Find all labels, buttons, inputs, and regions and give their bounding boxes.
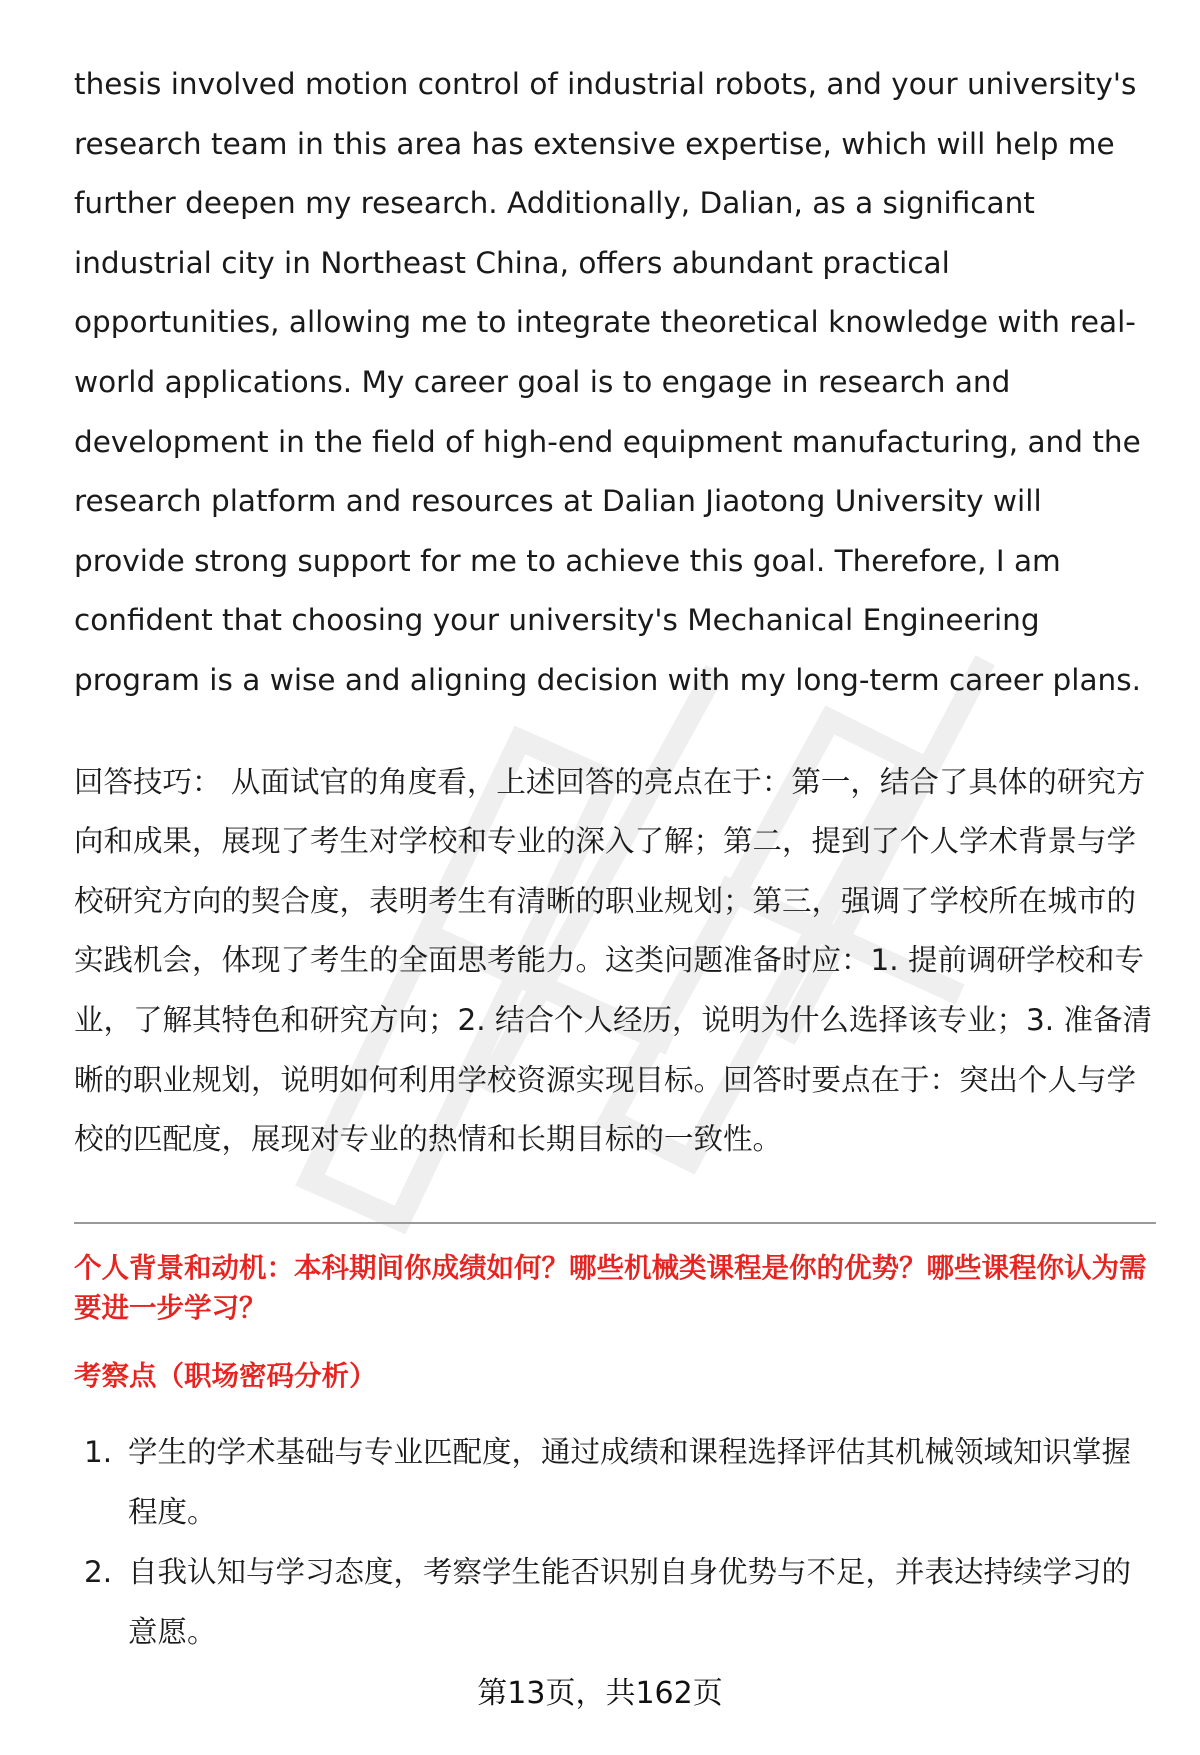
list-number: 2. [84, 1554, 113, 1589]
analysis-point [74, 1422, 1156, 1542]
list-number: 1. [84, 1434, 113, 1469]
answer-tips-paragraph: 回答技巧： 从面试官的角度看，上述回答的亮点在于：第一，结合了具体的研究方向和成果，展现了考生对学校和专业的深入了解；第二，提到了个人学术背景与学校研究方向的契合度，表明考生有清晰的职业规划；第三，强调了学校所在城市的实践机会，体现了考生的全面思考能力。这类问题准备时应：1. 提前调研学校和专业，了解其特色和研究方向；2. 结合个人经历，说明为什么选择该专业；3. 准备清晰的职业规划，说明如何利用学校资源实现目标。回答时要点在于：突出个人与学校的匹配度，展现对专业的热情和长期目标的一致性。 [74, 764, 1153, 1157]
list-item-text: 自我认知与学习态度，考察学生能否识别自身优势与不足，并表达持续学习的意愿。 [128, 1554, 1132, 1649]
page-footer: 第13页，共162页 [477, 1676, 723, 1711]
analysis-heading: 考察点（职场密码分析） [74, 1359, 377, 1392]
analysis-points-list [74, 1422, 1156, 1662]
question-heading: 个人背景和动机：本科期间你成绩如何？哪些机械类课程是你的优势？哪些课程你认为需要进一步学习？ [74, 1251, 1147, 1324]
section-divider [74, 1222, 1156, 1224]
list-item-text: 学生的学术基础与专业匹配度，通过成绩和课程选择评估其机械领域知识掌握程度。 [128, 1434, 1132, 1529]
answer-paragraph: thesis involved motion control of industrial robots, and your university's research team in this area has extensive expertise, which will help me further deepen my research. Additionally, Dalian, as a significant industrial city in Northeast China, offers abundant practical opportunities, allowing me to integrate theoretical knowledge with real-world applications. My career goal is to engage in research and development in the field of high-end equipment manufacturing, and the research platform and resources at Dalian Jiaotong University will provide strong support for me to achieve this goal. Therefore, I am confident that choosing your university's Mechanical Engineering program is a wise and aligning decision with my long-term career plans. [74, 67, 1141, 697]
document-page [74, 55, 1156, 1662]
analysis-point [74, 1542, 1156, 1662]
